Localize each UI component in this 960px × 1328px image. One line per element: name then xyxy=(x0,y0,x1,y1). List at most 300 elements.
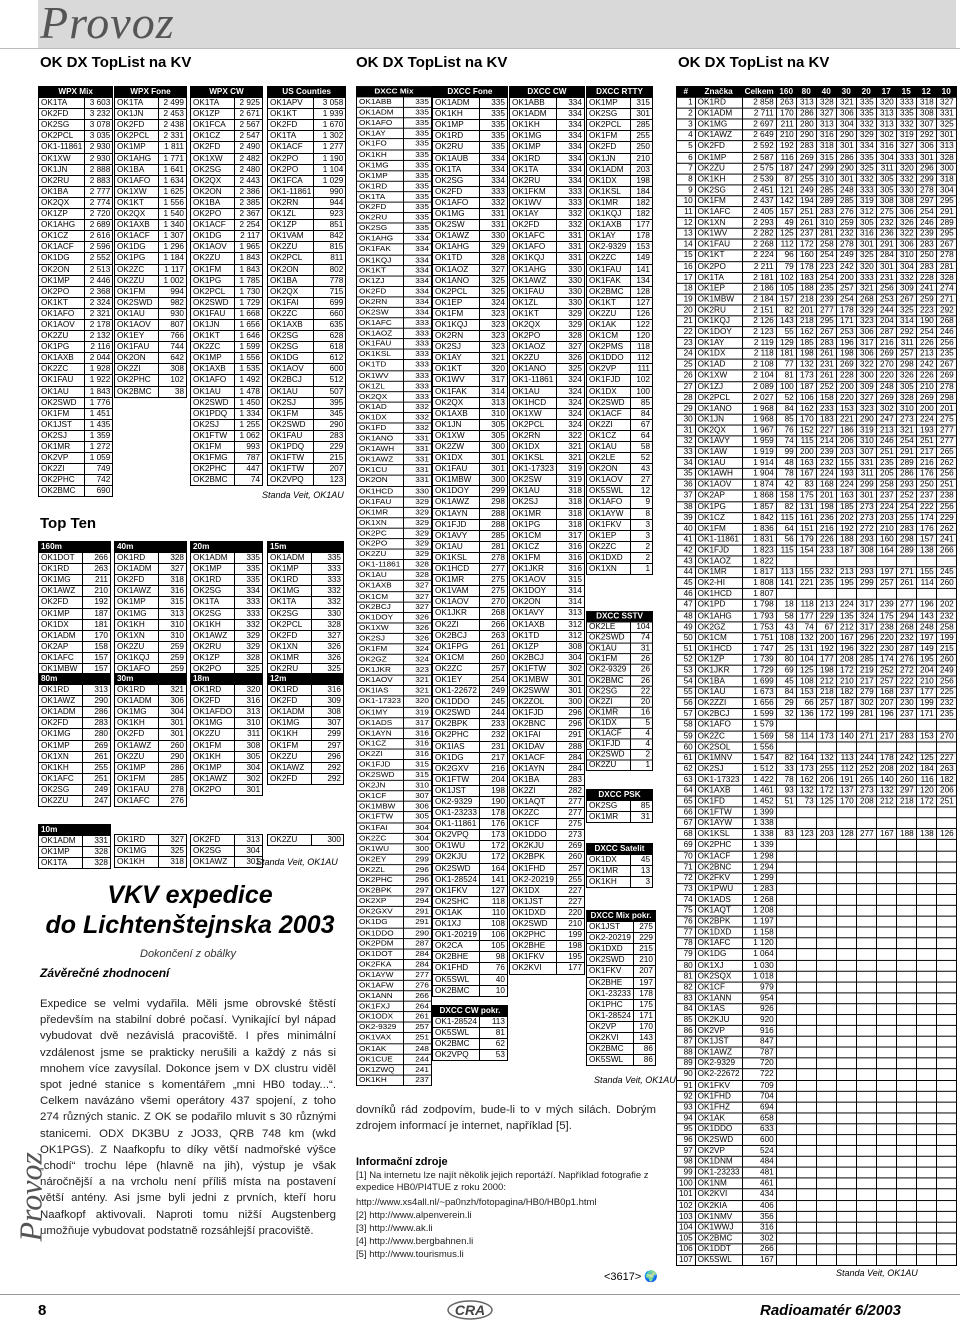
table-cell: 300 xyxy=(312,835,344,846)
table-cell: 19 xyxy=(677,294,696,305)
table-cell: 262 xyxy=(936,458,956,469)
table-cell: 290 xyxy=(856,414,876,425)
table-row xyxy=(433,686,508,697)
table-cell xyxy=(856,1167,876,1178)
table-cell xyxy=(796,1025,816,1036)
table-cell: 325 xyxy=(936,119,956,130)
table-row xyxy=(433,974,508,985)
table-cell: 302 xyxy=(235,773,263,784)
table-cell xyxy=(876,927,896,938)
source-2[interactable]: [2] http://www.alpenverein.li xyxy=(356,1210,472,1221)
table-row xyxy=(433,674,508,685)
table-cell: OK1TA xyxy=(695,272,742,283)
table-cell: 215 xyxy=(633,944,655,955)
table-cell: OK2SG xyxy=(191,608,235,619)
table-cell: OK1HCD xyxy=(357,486,404,497)
table-cell xyxy=(816,905,836,916)
table-cell: 220 xyxy=(876,632,896,643)
table-cell: 142 xyxy=(776,196,796,207)
table-cell: 1 268 xyxy=(742,894,776,905)
table-cell: 229 xyxy=(816,611,836,622)
table-cell: 80 xyxy=(677,960,696,971)
table-cell: 319 xyxy=(856,196,876,207)
table-cell: 102 xyxy=(159,375,187,386)
table-cell: 329 xyxy=(479,242,507,253)
table-row xyxy=(39,630,111,641)
table-cell: 128 xyxy=(836,829,856,840)
table-cell: 78 xyxy=(776,774,796,785)
table-cell: 113 xyxy=(479,1017,507,1028)
table-cell: OK1KQJ xyxy=(433,319,480,330)
table-row xyxy=(268,109,346,120)
table-row xyxy=(510,797,585,808)
table-cell xyxy=(856,1047,876,1058)
data-table xyxy=(509,86,585,975)
table-cell: OK1FAU xyxy=(115,784,159,795)
table-row xyxy=(510,808,585,819)
table-cell: 58 xyxy=(776,731,796,742)
table-cell: OK1AU xyxy=(268,386,314,397)
table-cell: 324 xyxy=(556,419,584,430)
article-heading: Závěrečné zhodnocení xyxy=(40,966,170,980)
table-cell: 237 xyxy=(896,709,916,720)
table-cell: 170 xyxy=(836,796,856,807)
table-cell: 332 xyxy=(403,412,431,423)
table-cell: 121 xyxy=(776,185,796,196)
table-cell: 276 xyxy=(159,796,187,807)
table-cell: OK1JST xyxy=(510,896,557,907)
table-cell: 84 xyxy=(631,408,653,419)
table-wpx-mix xyxy=(38,86,113,497)
table-row xyxy=(677,545,957,556)
table-cell xyxy=(836,960,856,971)
table-cell: 308 xyxy=(312,707,344,718)
table-cell xyxy=(836,1233,856,1244)
table-row xyxy=(587,760,653,771)
table-row xyxy=(357,213,432,224)
data-table xyxy=(114,86,187,398)
table-cell: OK2SJ xyxy=(433,342,480,353)
table-cell xyxy=(776,1036,796,1047)
table-row xyxy=(433,663,508,674)
table-cell: OK1ADM xyxy=(115,564,159,575)
table-cell: 219 xyxy=(856,665,876,676)
table-cell xyxy=(816,589,836,600)
table-cell: 104 xyxy=(677,1222,696,1233)
table-cell: 313 xyxy=(235,707,263,718)
table-cell: 266 xyxy=(403,991,431,1002)
table-cell xyxy=(776,1189,796,1200)
table-cell: OK1BA xyxy=(39,186,85,197)
table-row xyxy=(510,397,585,408)
table-cell: 1 670 xyxy=(314,120,346,131)
table-cell: 250 xyxy=(916,480,936,491)
table-cell: 304 xyxy=(235,846,263,857)
table-cell xyxy=(836,1025,856,1036)
table-cell xyxy=(816,1047,836,1058)
table-row xyxy=(357,717,432,728)
table-cell xyxy=(856,1233,876,1244)
table-cell: OK2BMC xyxy=(587,675,631,686)
table-cell xyxy=(876,862,896,873)
table-cell xyxy=(776,862,796,873)
table-cell: 335 xyxy=(235,575,263,586)
table-cell: 282 xyxy=(556,785,584,796)
table-cell: 250 xyxy=(631,142,653,153)
table-cell: 267 xyxy=(936,359,956,370)
article-paragraph-1 xyxy=(40,996,336,1286)
table-cell: 2 697 xyxy=(742,119,776,130)
table-cell: 241 xyxy=(936,534,956,545)
table-row xyxy=(39,847,111,858)
table-row xyxy=(268,408,346,419)
table-cell: 1 739 xyxy=(742,654,776,665)
table-cell: 149 xyxy=(916,643,936,654)
table-cell: OK2ZC xyxy=(39,364,85,375)
table-cell: OK2RU xyxy=(695,305,742,316)
table-cell: 2 446 xyxy=(85,275,113,286)
table-row xyxy=(357,486,432,497)
table-row xyxy=(587,675,653,686)
table-cell: OK1DX xyxy=(433,453,480,464)
table-cell: 1 831 xyxy=(742,534,776,545)
table-cell: 259 xyxy=(159,652,187,663)
table-row xyxy=(39,253,113,264)
table-cell xyxy=(816,1135,836,1146)
table-title-row xyxy=(510,87,585,98)
table-cell: 332 xyxy=(896,174,916,185)
table-cell: 62 xyxy=(479,1039,507,1050)
table-cell: OK1EY xyxy=(115,331,159,342)
table-cell: OK1DXD xyxy=(587,944,634,955)
table-cell: 2 xyxy=(631,552,653,563)
table-cell: OK1-23233 xyxy=(433,808,480,819)
table-row xyxy=(357,949,432,960)
table-cell xyxy=(916,916,936,927)
table-cell: OK1WV xyxy=(357,370,404,381)
table-cell: 309 xyxy=(856,381,876,392)
table-cell xyxy=(856,960,876,971)
table-cell: 84 xyxy=(776,403,796,414)
table-cell: 168 xyxy=(816,480,836,491)
table-cell: 335 xyxy=(403,223,431,234)
table-cell: 273 xyxy=(556,830,584,841)
table-row xyxy=(191,353,263,364)
table-row xyxy=(510,497,585,508)
table-cell: 32 xyxy=(677,436,696,447)
table-row xyxy=(191,718,263,729)
table-cell: 225 xyxy=(936,687,956,698)
table-cell xyxy=(876,807,896,818)
table-row xyxy=(39,486,113,497)
table-cell: 331 xyxy=(556,242,584,253)
table-cell: 132 xyxy=(816,752,836,763)
table-cell: 1 793 xyxy=(742,611,776,622)
table-10m xyxy=(38,824,111,869)
table-row xyxy=(677,458,957,469)
table-cell: OK2FD xyxy=(357,286,404,297)
source-4[interactable]: [4] http://www.bergbahnen.li xyxy=(356,1236,474,1247)
data-table xyxy=(676,86,957,1266)
table-cell: 283 xyxy=(916,261,936,272)
table-cell: OK1AWZ xyxy=(268,762,312,773)
table-cell: 319 xyxy=(896,130,916,141)
table-row xyxy=(191,408,263,419)
table-cell: OK1DOY xyxy=(695,327,742,338)
table-cell: 658 xyxy=(742,1113,776,1124)
table-title-row xyxy=(115,674,187,685)
table-cell: 251 xyxy=(916,436,936,447)
table-cell: 310 xyxy=(403,780,431,791)
table-cell xyxy=(816,1189,836,1200)
table-cell: OK1FKM xyxy=(510,186,557,197)
table-row xyxy=(587,697,653,708)
table-cell xyxy=(936,840,956,851)
table-row xyxy=(510,386,585,397)
table-row xyxy=(357,118,432,129)
table-cell xyxy=(796,807,816,818)
table-cell: 334 xyxy=(556,98,584,109)
table-cell: 1 334 xyxy=(235,408,263,419)
table-cell: 332 xyxy=(856,119,876,130)
table-row xyxy=(587,430,653,441)
table-40m xyxy=(114,541,187,675)
table-row xyxy=(587,718,653,729)
table-cell: 302 xyxy=(556,663,584,674)
table-dxcc-satelit xyxy=(586,843,653,888)
table-cell xyxy=(876,1135,896,1146)
table-cell xyxy=(836,938,856,949)
table-row xyxy=(357,518,432,529)
table-dxcc-cw-pokr xyxy=(432,1005,508,1061)
table-cell: 197 xyxy=(916,632,936,643)
table-row xyxy=(677,185,957,196)
table-row xyxy=(39,430,113,441)
table-cell: OK1MR xyxy=(587,866,631,877)
table-cell: OK1PG xyxy=(695,501,742,512)
table-row xyxy=(268,397,346,408)
table-cell: 1 843 xyxy=(235,264,263,275)
table-row xyxy=(357,265,432,276)
table-cell: 481 xyxy=(742,1167,776,1178)
table-row xyxy=(39,729,111,740)
table-cell: 230 xyxy=(876,643,896,654)
table-cell: 279 xyxy=(856,687,876,698)
table-cell: OK2ZI xyxy=(39,464,85,475)
table-cell xyxy=(776,1135,796,1146)
table-cell: OK1FAK xyxy=(587,275,631,286)
table-cell: OK1AXB xyxy=(39,353,85,364)
table-cell: 1 817 xyxy=(742,567,776,578)
table-cell: OK2SG xyxy=(695,185,742,196)
table-cell: 329 xyxy=(403,539,431,550)
table-row xyxy=(39,364,113,375)
table-cell: 300 xyxy=(403,844,431,855)
table-cell: OK2ZU xyxy=(191,253,235,264)
table-cell: 48 xyxy=(776,458,796,469)
table-cell: OK1KT xyxy=(115,197,159,208)
table-cell: OK1ZL xyxy=(510,297,557,308)
table-row xyxy=(115,98,187,109)
table-cell xyxy=(796,818,816,829)
table-cell: 239 xyxy=(816,447,836,458)
table-cell: OK1MR xyxy=(433,575,480,586)
table-row xyxy=(677,207,957,218)
table-cell: OK1AWZ xyxy=(191,773,235,784)
table-cell: OK1AFC xyxy=(39,652,83,663)
table-cell: 23 xyxy=(677,338,696,349)
table-row xyxy=(191,197,263,208)
table-cell: 335 xyxy=(403,150,431,161)
table-cell: 167 xyxy=(742,1255,776,1266)
table-cell: OK2PHC xyxy=(39,475,85,486)
table-20m xyxy=(190,541,263,675)
table-cell: 228 xyxy=(916,272,936,283)
table-cell: 229 xyxy=(936,512,956,523)
table-row xyxy=(115,707,187,718)
table-cell xyxy=(776,1146,796,1157)
article-p1-text: Expedice se velmi vydařila. Měli jsme obrovské štěstí především na stabilní dobré počasí. Vynikající byl nápad vybudovat dvě nezávislá pracoviště. I přes minimální vzdálenost jsme se prakticky nerušili a každý z nás si mnohem více zavysílal. Dokonce jsem v DX clustru viděl spot jedné stanice s komentářem „mni HB0 today...“. Celkem navázáno všemi operátory 437 spojení, z toho 274 různých stanic. Z OK se podařilo mluvit s 30 různými stanicemi. ODX DK3BU z JO33, QRB 748 km (wkd OK1PGS). Z Naafkopfu to díky větší nadmořské výšce „chodí“ trochu lépe (hlavně na jih), výstup je však náročnější a na vrcholu není příliš místa na postavení větší antény. Asi jsme byli jedni z prvních, kteří horu Naafkopf aktivovali. Naproti tomu nižší Augstenberg umožňuje vybudovat podstatně rozsáhlejší pracoviště. xyxy=(40,998,336,1237)
table-cell: OK2FD xyxy=(268,120,314,131)
table-cell: 52 xyxy=(677,654,696,665)
table-cell: OK1KQJ xyxy=(695,316,742,327)
table-cell xyxy=(936,851,956,862)
header-divider xyxy=(0,48,960,49)
table-cell: OK1AU xyxy=(510,486,557,497)
table-cell: 2 513 xyxy=(85,264,113,275)
table-row xyxy=(433,209,508,220)
table-cell: OK1AY xyxy=(695,338,742,349)
table-cell xyxy=(836,1113,856,1124)
table-cell xyxy=(816,1058,836,1069)
table-cell: OK1ANN xyxy=(695,993,742,1004)
table-cell: 115 xyxy=(776,545,796,556)
table-cell: 321 xyxy=(856,283,876,294)
table-cell: 244 xyxy=(479,708,507,719)
table-cell: 1 184 xyxy=(159,253,187,264)
table-cell: 84 xyxy=(677,1004,696,1015)
table-cell: 313 xyxy=(876,108,896,119)
table-cell: 327 xyxy=(312,630,344,641)
table-cell: OK2VP xyxy=(695,1025,742,1036)
table-cell: OK1AVY xyxy=(510,608,557,619)
table-cell: OK1MR xyxy=(510,508,557,519)
table-cell: 10 xyxy=(479,985,507,996)
table-cell: 26 xyxy=(631,654,653,665)
table-cell: OK2QX xyxy=(433,397,480,408)
table-row xyxy=(510,142,585,153)
table-cell: 1 843 xyxy=(85,386,113,397)
table-row xyxy=(433,785,508,796)
table-cell: OK1MP xyxy=(695,152,742,163)
table-row xyxy=(433,397,508,408)
table-cell: 198 xyxy=(816,665,836,676)
table-cell: 272 xyxy=(896,665,916,676)
table-cell: 291 xyxy=(403,907,431,918)
table-cell: 5 xyxy=(631,718,653,729)
table-cell: OK1EP xyxy=(695,283,742,294)
table-row xyxy=(677,654,957,665)
table-cell: 333 xyxy=(403,391,431,402)
table-cell: 993 xyxy=(235,442,263,453)
table-title: 18m xyxy=(191,674,263,685)
table-cell: 160 xyxy=(876,534,896,545)
source-5[interactable]: [5] http://www.tourismus.li xyxy=(356,1249,464,1260)
table-cell: OK2FKA xyxy=(357,959,404,970)
table-cell: 318 xyxy=(159,575,187,586)
table-cell: 231 xyxy=(479,741,507,752)
table-cell: 105 xyxy=(479,941,507,952)
table-cell xyxy=(936,938,956,949)
table-cell: 2 126 xyxy=(742,316,776,327)
source-3[interactable]: [3] http://www.ak.li xyxy=(356,1223,433,1234)
table-row xyxy=(191,220,263,231)
source-1-link[interactable]: http://www.xs4all.nl/~pa0nzh/fotopagina/HB0/HB0p1.html xyxy=(356,1197,597,1208)
table-cell xyxy=(776,818,796,829)
table-cell: 324 xyxy=(479,297,507,308)
table-cell: 207 xyxy=(633,966,655,977)
table-row xyxy=(510,930,585,941)
table-row xyxy=(115,275,187,286)
table-cell: 851 xyxy=(314,220,346,231)
table-cell: 227 xyxy=(816,425,836,436)
table-cell: 9 xyxy=(631,497,653,508)
table-cell: OK1PG xyxy=(510,519,557,530)
table-cell: 333 xyxy=(479,186,507,197)
table-cell: OK1XN xyxy=(268,641,312,652)
table-cell: 161 xyxy=(796,512,816,523)
table-cell: OK1AWZ xyxy=(433,497,480,508)
table-cell: OK1TA xyxy=(191,98,235,109)
table-cell: OK1AQT xyxy=(695,905,742,916)
table-cell: OK1FTW xyxy=(510,663,557,674)
table-row xyxy=(433,153,508,164)
table-cell: OK1FJD xyxy=(587,375,631,386)
table-row xyxy=(191,297,263,308)
table-row xyxy=(115,784,187,795)
table-row xyxy=(510,708,585,719)
table-row xyxy=(357,234,432,245)
table-cell: OK2SWD xyxy=(115,297,159,308)
table-cell: 1 919 xyxy=(742,447,776,458)
table-cell: 272 xyxy=(856,523,876,534)
table-cell: 54 xyxy=(677,676,696,687)
table-cell: OK2ZU xyxy=(115,751,159,762)
table-cell: 277 xyxy=(816,305,836,316)
table-cell: OK2QX xyxy=(191,175,235,186)
table-cell xyxy=(896,1244,916,1255)
table-cell xyxy=(916,1004,936,1015)
table-row xyxy=(677,731,957,742)
table-cell: OK1CZ xyxy=(695,512,742,523)
table-cell: 1 158 xyxy=(742,927,776,938)
table-cell: 1 450 xyxy=(235,397,263,408)
table-cell: OK1RD xyxy=(268,575,312,586)
table-cell: OK2FD xyxy=(39,109,85,120)
table-cell: 930 xyxy=(159,308,187,319)
table-row xyxy=(587,944,656,955)
table-cell: OK1AYN xyxy=(433,508,480,519)
table-cell: 335 xyxy=(479,98,507,109)
table-cell: OK2SG xyxy=(587,801,631,812)
table-cell: OK2RN xyxy=(433,331,480,342)
table-cell: 152 xyxy=(796,425,816,436)
table-cell: OK1DX xyxy=(695,349,742,360)
table-cell: 13 xyxy=(677,228,696,239)
table-cell: OK1ACF xyxy=(115,231,159,242)
table-cell: 45 xyxy=(776,676,796,687)
table-row xyxy=(357,318,432,329)
